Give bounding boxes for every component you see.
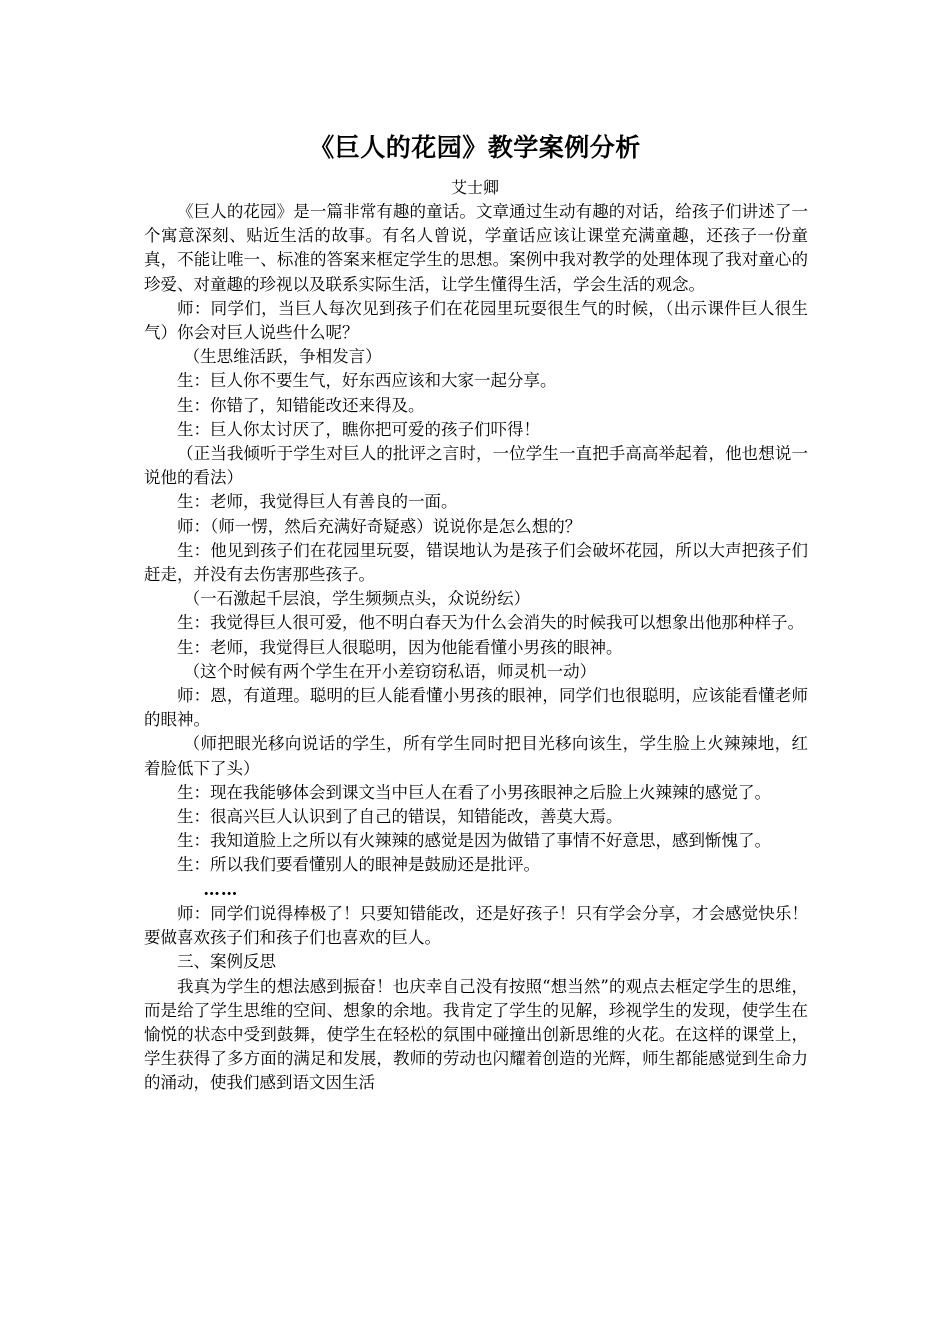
- paragraph-dialogue: 生：我觉得巨人很可爱，他不明白春天为什么会消失的时候我可以想象出他那种样子。: [177, 613, 804, 633]
- paragraph-dialogue: 师：（师一愣，然后充满好奇疑惑）说说你是怎么想的？: [177, 516, 582, 536]
- paragraph-dialogue: 师：同学们，当巨人每次见到孩子们在花园里玩耍很生气的时候，（出示课件巨人很生气）你会对巨人说些什么呢？: [144, 298, 808, 343]
- paragraph-dialogue: 生：你错了，知错能改还来得及。: [177, 395, 425, 415]
- paragraph-stage-note: （生思维活跃，争相发言）: [183, 347, 382, 367]
- paragraph-intro: 《巨人的花园》是一篇非常有趣的童话。文章通过生动有趣的对话，给孩子们讲述了一个寓意深刻、贴近生活的故事。有名人曾说，学童话应该让课堂充满童趣，还孩子一份童真，不能让唯一、标准的答案来框定学生的思想。案例中我对教学的处理体现了我对童心的珍爱、对童趣的珍视以及联系实际生活，让学生懂得生活，学会生活的观念。: [144, 202, 808, 294]
- paragraph-reflection: 我真为学生的想法感到振奋！也庆幸自己没有按照“想当然”的观点去框定学生的思维，而是给了学生思维的空间、想象的余地。我肯定了学生的见解，珍视学生的发现，使学生在愉悦的状态中受到鼓舞，使学生在轻松的氛围中碰撞出创新思维的火花。在这样的课堂上，学生获得了多方面的满足和发展，教师的劳动也闪耀着创造的光辉，师生都能感觉到生命力的涌动，使我们感到语文因生活: [144, 976, 808, 1093]
- paragraph-dialogue: 生：老师，我觉得巨人有善良的一面。: [177, 492, 458, 512]
- paragraph-dialogue: 生：他见到孩子们在花园里玩耍，错误地认为是孩子们会破坏花园，所以大声把孩子们赶走，并没有去伤害那些孩子。: [144, 540, 808, 585]
- paragraph-stage-note: （师把眼光移向说话的学生，所有学生同时把目光移向该生，学生脸上火辣辣地，红着脸低下了头）: [144, 734, 808, 778]
- paragraph-stage-note: （这个时候有两个学生在开小差窃窃私语，师灵机一动）: [183, 661, 597, 681]
- paragraph-stage-note: （正当我倾听于学生对巨人的批评之言时，一位学生一直把手高高举起着，他也想说一说他的看法）: [144, 444, 808, 488]
- paragraph-dialogue: 生：老师，我觉得巨人很聪明，因为他能看懂小男孩的眼神。: [177, 637, 623, 657]
- section-heading: 三、案例反思: [177, 952, 276, 972]
- paragraph-dialogue: 师：恩，有道理。聪明的巨人能看懂小男孩的眼神，同学们也很聪明，应该能看懂老师的眼神。: [144, 686, 808, 730]
- document-title: 《巨人的花园》教学案例分析: [309, 133, 641, 162]
- paragraph-dialogue: 生：我知道脸上之所以有火辣辣的感觉是因为做错了事情不好意思，感到惭愧了。: [177, 831, 771, 851]
- document-body: [144, 200, 808, 1096]
- paragraph-dialogue: 生：巨人你太讨厌了，瞧你把可爱的孩子们吓得！: [177, 419, 540, 439]
- document-author: 艾士卿: [450, 178, 499, 197]
- paragraph-ellipsis: ……: [203, 879, 239, 899]
- paragraph-dialogue: 生：所以我们要看懂别人的眼神是鼓励还是批评。: [177, 855, 540, 875]
- paragraph-dialogue: 生：很高兴巨人认识到了自己的错误，知错能改，善莫大焉。: [177, 807, 623, 827]
- paragraph-dialogue: 生：现在我能够体会到课文当中巨人在看了小男孩眼神之后脸上火辣辣的感觉了。: [177, 782, 771, 802]
- paragraph-dialogue: 师：同学们说得棒极了！只要知错能改，还是好孩子！只有学会分享，才会感觉快乐！要做喜欢孩子们和孩子们也喜欢的巨人。: [144, 903, 808, 948]
- paragraph-stage-note: （一石激起千层浪，学生频频点头，众说纷纭）: [183, 589, 531, 609]
- paragraph-dialogue: 生：巨人你不要生气，好东西应该和大家一起分享。: [177, 371, 557, 391]
